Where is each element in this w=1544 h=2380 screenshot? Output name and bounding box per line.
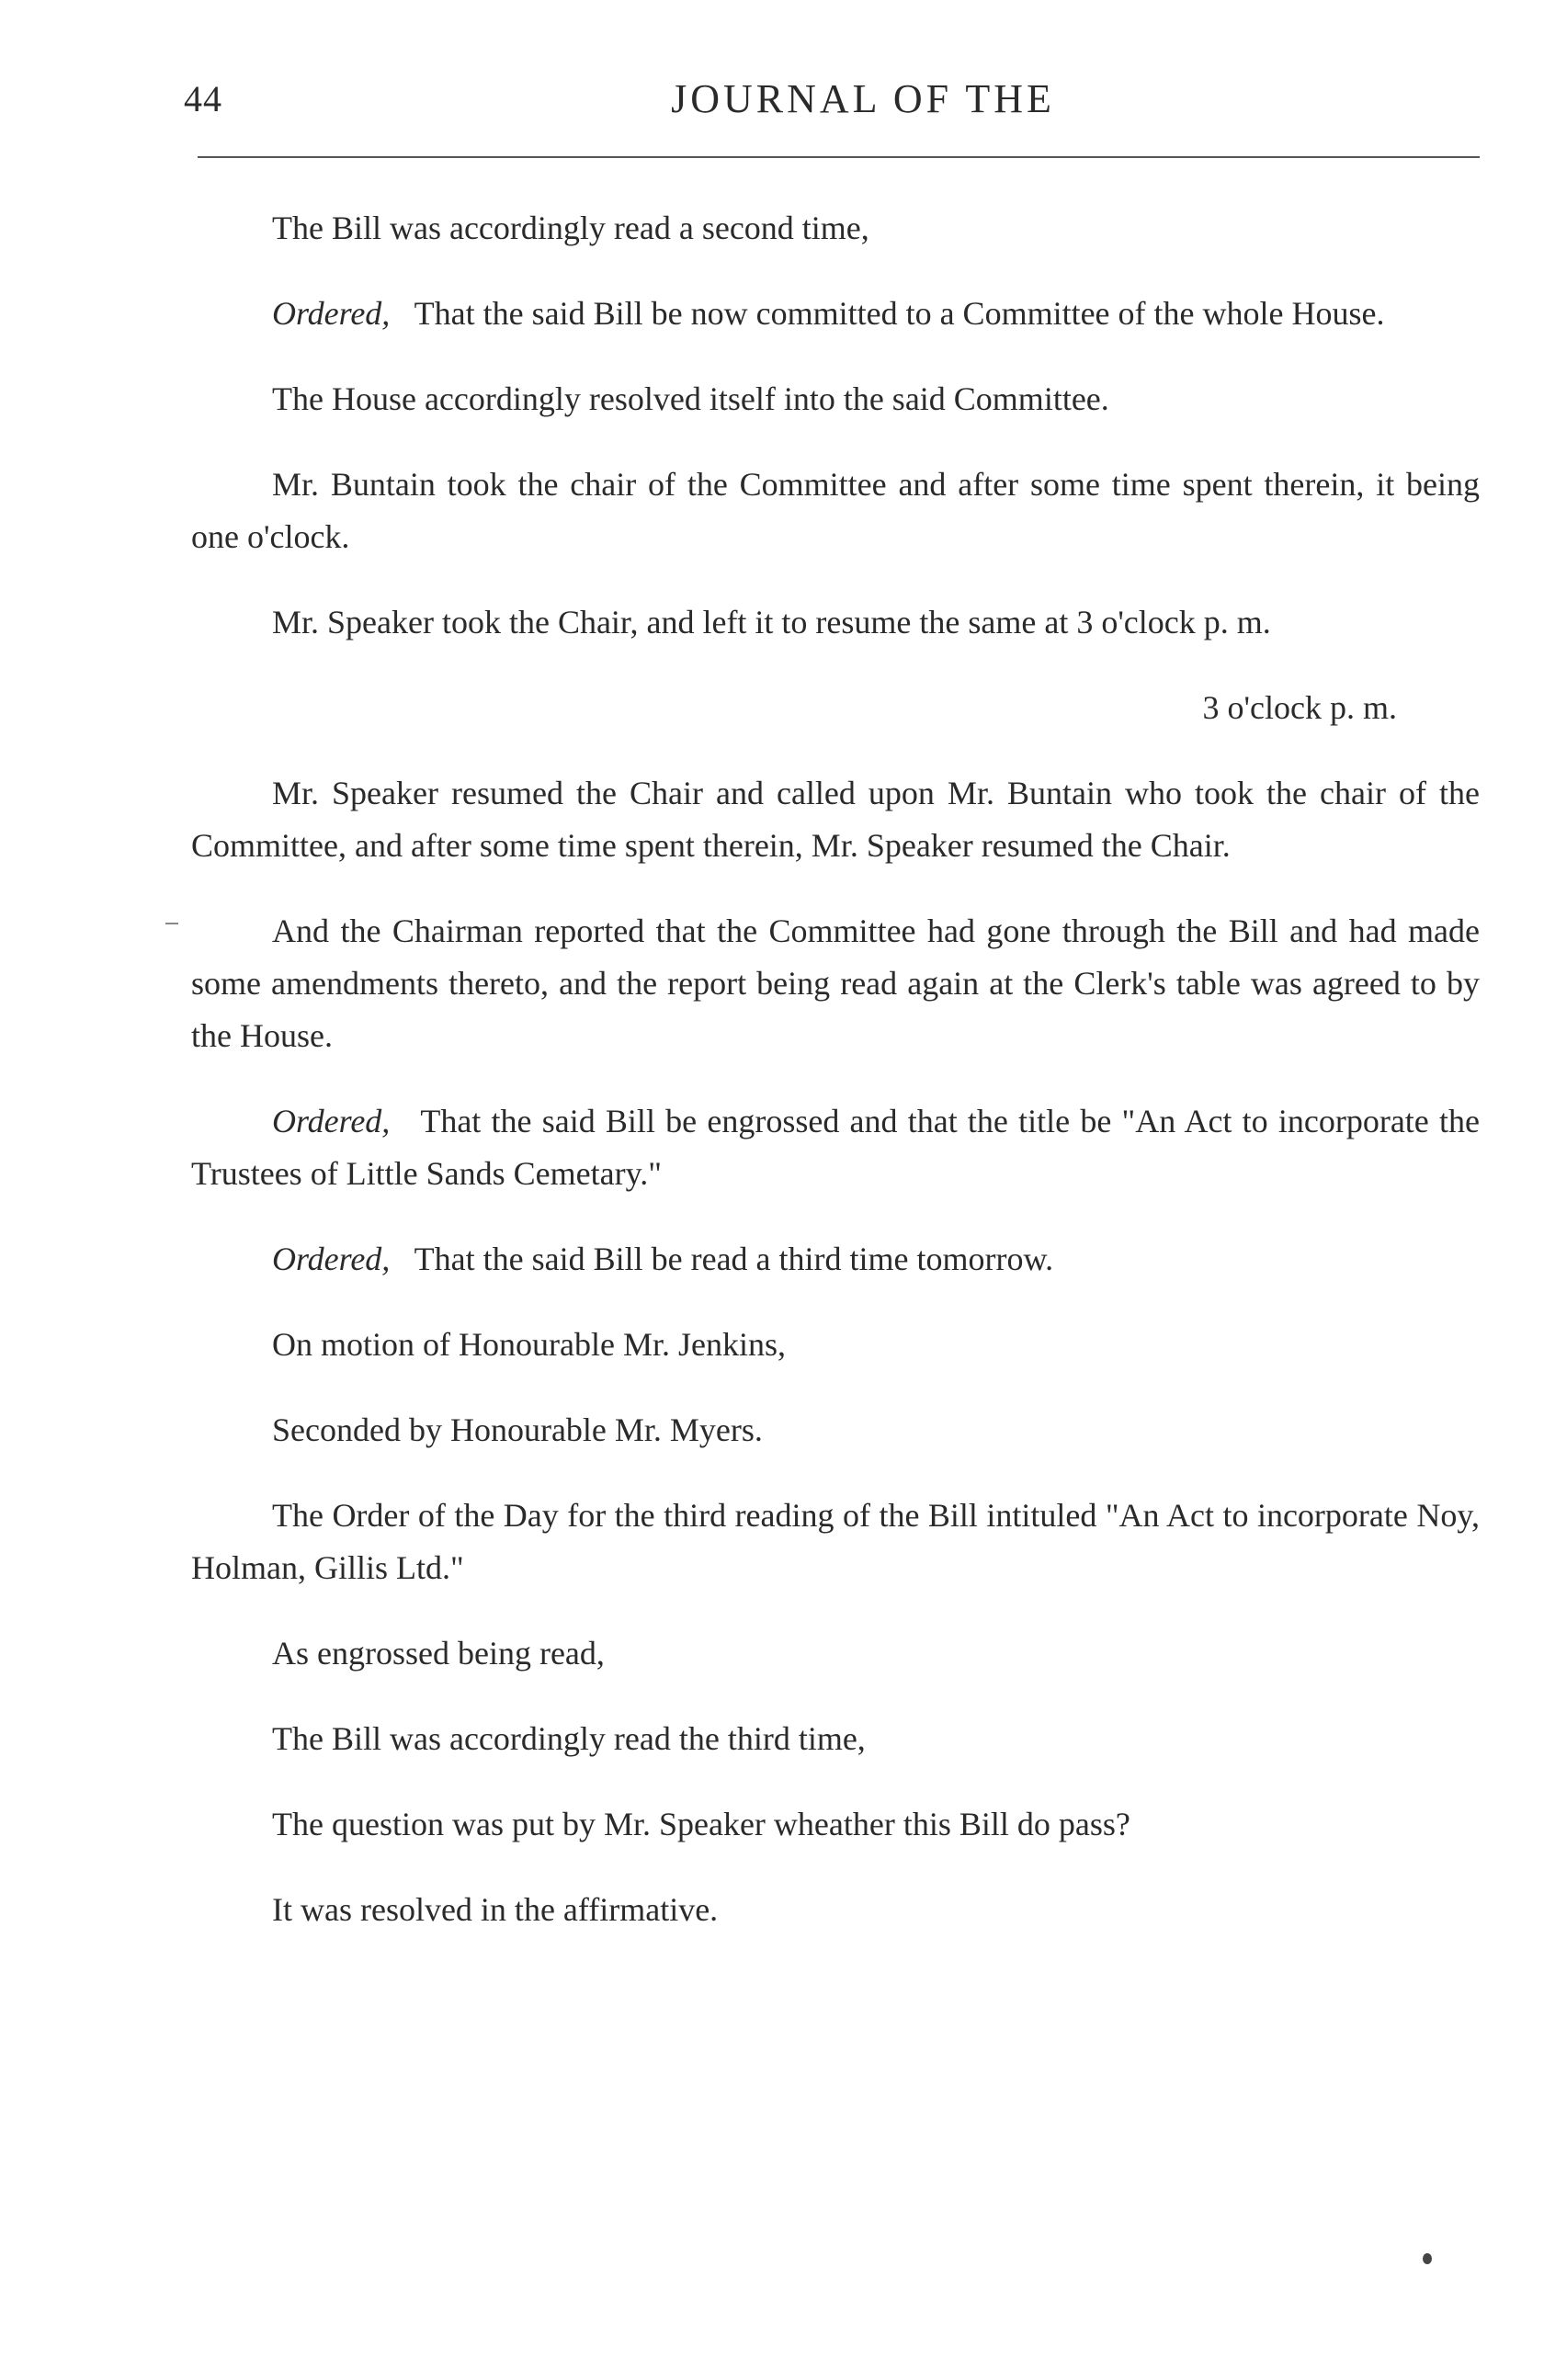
paragraph-motion: On motion of Honourable Mr. Jenkins, <box>272 1326 786 1363</box>
header-rule <box>198 156 1480 158</box>
paragraph-ordered-third-reading: Ordered, That the said Bill be read a third time tomorrow. <box>272 1241 1054 1277</box>
paragraph-third-time: The Bill was accordingly read the third time, <box>272 1720 866 1757</box>
ink-dot <box>1423 2253 1432 2264</box>
ordered-label: Ordered, <box>272 1241 391 1277</box>
page-number: 44 <box>184 78 222 119</box>
paragraph-ordered-committee: Ordered, That the said Bill be now committed to a Committee of the whole House. <box>272 295 1385 332</box>
paragraph-chairman-reported: And the Chairman reported that the Committee had gone through the Bill and had made some amendments thereto, and the report being read again at the Clerk's table was agreed to by the House. <box>191 912 1480 1054</box>
margin-mark <box>165 923 178 924</box>
paragraph-affirmative: It was resolved in the affirmative. <box>272 1891 719 1928</box>
paragraph-seconded: Seconded by Honourable Mr. Myers. <box>272 1411 763 1448</box>
paragraph-second-reading: The Bill was accordingly read a second time, <box>272 210 869 246</box>
paragraph-speaker-resumed: Mr. Speaker resumed the Chair and called upon Mr. Buntain who took the chair of the Committee, and after some time spent therein, Mr. Speaker resumed the Chair. <box>191 775 1480 864</box>
time-heading: 3 o'clock p. m. <box>1202 689 1397 726</box>
paragraph-speaker-left: Mr. Speaker took the Chair, and left it to resume the same at 3 o'clock p. m. <box>272 604 1271 640</box>
paragraph-buntain-chair: Mr. Buntain took the chair of the Committee and after some time spent therein, it being one o'clock. <box>191 466 1480 555</box>
paragraph-engrossed-read: As engrossed being read, <box>272 1635 605 1672</box>
paragraph-ordered-engrossed: Ordered, That the said Bill be engrossed and that the title be "An Act to incorporate the Trustees of Little Sands Cemetary." <box>191 1103 1480 1192</box>
paragraph-house-resolved: The House accordingly resolved itself into the said Committee. <box>272 380 1109 417</box>
page-header <box>173 72 1480 136</box>
ordered-label: Ordered, <box>272 1103 391 1139</box>
paragraph-question-put: The question was put by Mr. Speaker wheather this Bill do pass? <box>272 1806 1130 1842</box>
ordered-label: Ordered, <box>272 295 391 332</box>
paragraph-order-of-day: The Order of the Day for the third reading of the Bill intituled "An Act to incorporate Noy, Holman, Gillis Ltd." <box>191 1497 1480 1586</box>
journal-body <box>191 202 1480 1936</box>
running-head: JOURNAL OF THE <box>671 76 1055 121</box>
